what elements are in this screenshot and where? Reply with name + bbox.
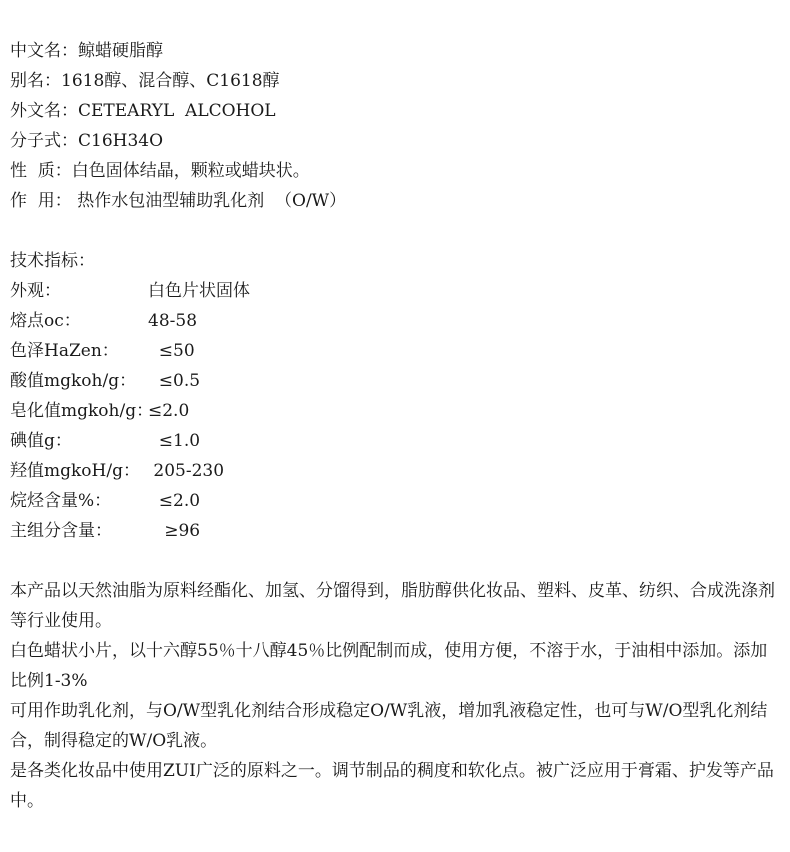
spec-key: 羟值mgkoH/g： <box>10 461 140 481</box>
spec-key: 外观： <box>10 281 61 301</box>
spec-key: 皂化值mgkoh/g： <box>10 401 154 421</box>
spec-row-main-content <box>10 516 780 546</box>
spec-key: 主组分含量： <box>10 521 112 541</box>
description-paragraph: 本产品以天然油脂为原料经酯化、加氢、分馏得到，脂肪醇供化妆品、塑料、皮革、纺织、合成洗涤剂等行业使用。 <box>10 581 775 631</box>
alias-line: 别名：1618醇、混合醇、C1618醇 <box>10 71 280 91</box>
spec-key: 色泽HaZen： <box>10 341 119 361</box>
spec-key: 烷烃含量%： <box>10 491 112 511</box>
document-body <box>10 36 780 816</box>
spec-value: 48-58 <box>148 311 198 331</box>
spec-row-melting-point <box>10 306 780 336</box>
section-gap <box>10 546 780 576</box>
spec-value: ≤0.5 <box>148 371 201 391</box>
spec-value: 白色片状固体 <box>148 281 250 301</box>
spec-row-color <box>10 336 780 366</box>
spec-row-hydroxyl-value <box>10 456 780 486</box>
spec-key: 碘值g： <box>10 431 72 451</box>
spec-key: 熔点oc： <box>10 311 81 331</box>
english-name-line: 外文名：CETEARYL ALCOHOL <box>10 101 276 121</box>
description <box>10 576 780 816</box>
description-paragraph: 是各类化妆品中使用ZUI广泛的原料之一。调节制品的稠度和软化点。被广泛应用于膏霜、护发等产品中。 <box>10 761 774 811</box>
chinese-name-line: 中文名：鲸蜡硬脂醇 <box>10 41 163 61</box>
section-gap <box>10 216 780 246</box>
molecular-formula-line: 分子式：C16H34O <box>10 131 164 151</box>
spec-value: ≤2.0 <box>148 491 201 511</box>
description-paragraph: 可用作助乳化剂，与O/W型乳化剂结合形成稳定O/W乳液，增加乳液稳定性，也可与W/O型乳化剂结合，制得稳定的W/O乳液。 <box>10 701 768 751</box>
description-paragraph: 白色蜡状小片，以十六醇55％十八醇45％比例配制而成，使用方便，不溶于水，于油相中添加。添加比例1-3% <box>10 641 768 691</box>
spec-key: 酸值mgkoh/g： <box>10 371 137 391</box>
spec-value: ≤2.0 <box>148 401 190 421</box>
spec-row-iodine-value <box>10 426 780 456</box>
spec-row-acid-value <box>10 366 780 396</box>
spec-row-alkane-content <box>10 486 780 516</box>
properties-line: 性 质：白色固体结晶，颗粒或蜡块状。 <box>10 161 310 181</box>
spec-value: 205-230 <box>148 461 225 481</box>
spec-value: ≥96 <box>148 521 201 541</box>
spec-row-saponification-value <box>10 396 780 426</box>
function-line: 作 用： 热作水包油型辅助乳化剂 （O/W） <box>10 191 347 211</box>
spec-value: ≤50 <box>148 341 195 361</box>
spec-row-appearance <box>10 276 780 306</box>
spec-value: ≤1.0 <box>148 431 201 451</box>
specs-title: 技术指标： <box>10 251 95 271</box>
